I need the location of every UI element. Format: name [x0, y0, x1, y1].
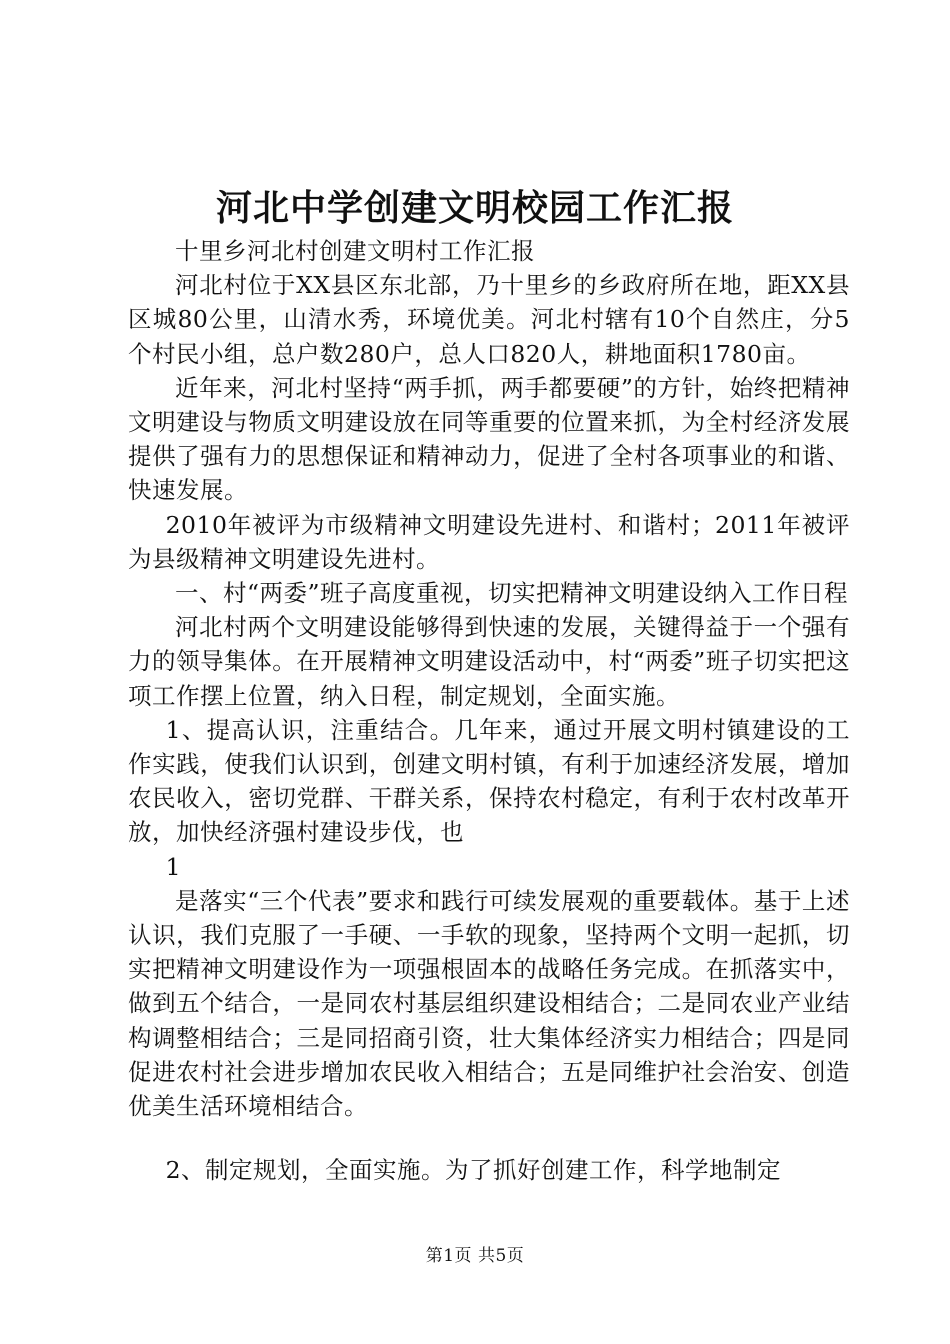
paragraph-continuation: 是落实“三个代表”要求和践行可续发展观的重要载体。基于上述认识，我们克服了一手硬、一手软的现象，坚持两个文明一起抓，切实把精神文明建设作为一项强根固本的战略任务完成。在抓落实中，做到五个结合，一是同农村基层组织建设相结合；二是同农业产业结构调整相结合；三是同招商引资，壮大集体经济实力相结合；四是同促进农村社会进步增加农民收入相结合；五是同维护社会治安、创造优美生活环境相结合。: [128, 886, 850, 1121]
paragraph-recent-years: 近年来，河北村坚持“两手抓，两手都要硬”的方针，始终把精神文明建设与物质文明建设放在同等重要的位置来抓，为全村经济发展提供了强有力的思想保证和精神动力，促进了全村各项事业的和谐、快速发展。: [128, 373, 850, 505]
paragraph-item-1: 1、提高认识，注重结合。几年来，通过开展文明村镇建设的工作实践，使我们认识到，创建文明村镇，有利于加速经济发展，增加农民收入，密切党群、干群关系，保持农村稳定，有利于农村改革开放，加快经济强村建设步伐，也: [128, 715, 850, 847]
document-title: 河北中学创建文明校园工作汇报: [215, 187, 734, 229]
paragraph-item-2: 2、制定规划，全面实施。为了抓好创建工作，科学地制定: [165, 1156, 782, 1185]
section-heading-1: 一、村“两委”班子高度重视，切实把精神文明建设纳入工作日程: [175, 579, 849, 608]
page-footer: 第1页 共5页: [425, 1246, 525, 1266]
inline-page-number: 1: [165, 852, 182, 881]
paragraph-intro: 河北村位于XX县区东北部，乃十里乡的乡政府所在地，距XX县区城80公里，山清水秀，环境优美。河北村辖有10个自然庄，分5个村民小组，总户数280户，总人口820人，耕地面积1780亩。: [128, 271, 850, 368]
paragraph-awards: 2010年被评为市级精神文明建设先进村、和谐村；2011年被评为县级精神文明建设先进村。: [128, 510, 850, 573]
document-body: [128, 234, 850, 1187]
paragraph-subtitle: 十里乡河北村创建文明村工作汇报: [175, 237, 535, 265]
paragraph-leadership: 河北村两个文明建设能够得到快速的发展，关键得益于一个强有力的领导集体。在开展精神文明建设活动中，村“两委”班子切实把这项工作摆上位置，纳入日程，制定规划，全面实施。: [128, 613, 850, 710]
